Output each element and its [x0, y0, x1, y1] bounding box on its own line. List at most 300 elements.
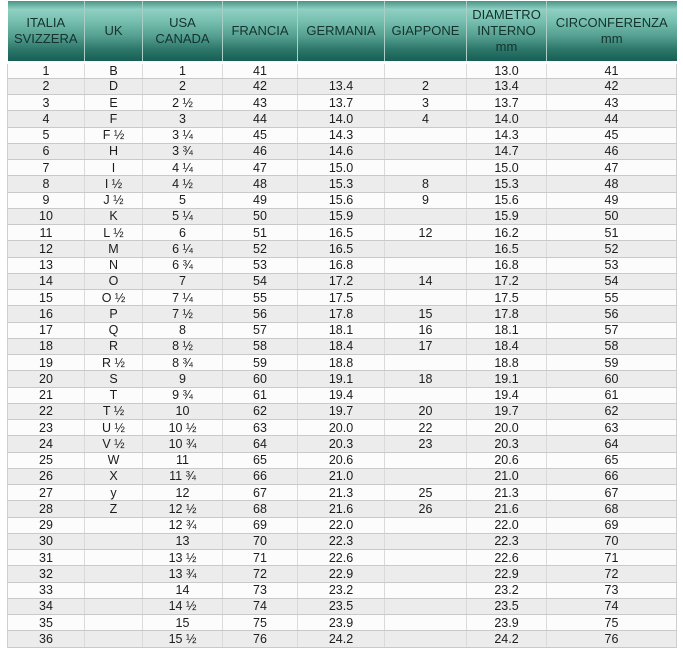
- cell-germania: 21.0: [298, 468, 385, 484]
- cell-italia-svizzera: 16: [8, 306, 85, 322]
- table-row: [8, 420, 677, 436]
- cell-diametro-interno-mm: 14.3: [467, 127, 547, 143]
- cell-diametro-interno-mm: 20.3: [467, 436, 547, 452]
- cell-usa-canada: 8 ½: [143, 338, 223, 354]
- cell-usa-canada: 9: [143, 371, 223, 387]
- cell-germania: 13.4: [298, 78, 385, 94]
- cell-italia-svizzera: 29: [8, 517, 85, 533]
- cell-giappone: [385, 241, 467, 257]
- header-cell-giappone: [385, 1, 467, 62]
- cell-germania: 13.7: [298, 95, 385, 111]
- cell-usa-canada: 6 ¼: [143, 241, 223, 257]
- cell-usa-canada: 15 ½: [143, 631, 223, 647]
- cell-circonferenza-mm: 76: [547, 631, 677, 647]
- cell-diametro-interno-mm: 20.6: [467, 452, 547, 468]
- header-row: [8, 1, 677, 62]
- cell-germania: 22.6: [298, 550, 385, 566]
- cell-uk: W: [85, 452, 143, 468]
- table-row: [8, 403, 677, 419]
- cell-giappone: [385, 631, 467, 647]
- cell-circonferenza-mm: 73: [547, 582, 677, 598]
- header-cell-circonferenza-mm: [547, 1, 677, 62]
- cell-circonferenza-mm: 44: [547, 111, 677, 127]
- table-row: [8, 631, 677, 647]
- table-row: [8, 533, 677, 549]
- cell-usa-canada: 15: [143, 615, 223, 631]
- cell-francia: 65: [223, 452, 298, 468]
- cell-germania: 19.4: [298, 387, 385, 403]
- cell-usa-canada: 10 ¾: [143, 436, 223, 452]
- cell-circonferenza-mm: 66: [547, 468, 677, 484]
- cell-italia-svizzera: 5: [8, 127, 85, 143]
- cell-francia: 64: [223, 436, 298, 452]
- cell-francia: 61: [223, 387, 298, 403]
- cell-circonferenza-mm: 55: [547, 290, 677, 306]
- table-row: [8, 225, 677, 241]
- table-row: [8, 273, 677, 289]
- cell-diametro-interno-mm: 17.5: [467, 290, 547, 306]
- table-row: [8, 322, 677, 338]
- cell-circonferenza-mm: 62: [547, 403, 677, 419]
- cell-italia-svizzera: 14: [8, 273, 85, 289]
- cell-uk: [85, 631, 143, 647]
- cell-francia: 71: [223, 550, 298, 566]
- header-label-line: DIAMETRO: [472, 6, 541, 22]
- cell-diametro-interno-mm: 17.2: [467, 273, 547, 289]
- cell-italia-svizzera: 32: [8, 566, 85, 582]
- cell-giappone: 26: [385, 501, 467, 517]
- cell-francia: 44: [223, 111, 298, 127]
- cell-diametro-interno-mm: 20.0: [467, 420, 547, 436]
- table-row: [8, 468, 677, 484]
- table-row: [8, 485, 677, 501]
- cell-giappone: 17: [385, 338, 467, 354]
- table-row: [8, 62, 677, 78]
- header-label-line: CANADA: [155, 30, 210, 46]
- cell-circonferenza-mm: 58: [547, 338, 677, 354]
- cell-usa-canada: 8 ¾: [143, 355, 223, 371]
- cell-diametro-interno-mm: 19.4: [467, 387, 547, 403]
- cell-germania: 19.1: [298, 371, 385, 387]
- cell-germania: 20.0: [298, 420, 385, 436]
- cell-italia-svizzera: 36: [8, 631, 85, 647]
- cell-circonferenza-mm: 51: [547, 225, 677, 241]
- table-row: [8, 436, 677, 452]
- cell-usa-canada: 11: [143, 452, 223, 468]
- cell-germania: 20.3: [298, 436, 385, 452]
- cell-francia: 41: [223, 62, 298, 78]
- table-row: [8, 582, 677, 598]
- cell-francia: 46: [223, 143, 298, 159]
- cell-diametro-interno-mm: 19.7: [467, 403, 547, 419]
- cell-francia: 72: [223, 566, 298, 582]
- cell-italia-svizzera: 26: [8, 468, 85, 484]
- cell-italia-svizzera: 6: [8, 143, 85, 159]
- cell-francia: 43: [223, 95, 298, 111]
- header-label-line: ITALIA: [26, 14, 66, 30]
- cell-germania: 18.8: [298, 355, 385, 371]
- cell-francia: 52: [223, 241, 298, 257]
- cell-giappone: 14: [385, 273, 467, 289]
- table-row: [8, 371, 677, 387]
- cell-circonferenza-mm: 50: [547, 208, 677, 224]
- header-label-line: USA: [169, 14, 196, 30]
- cell-francia: 55: [223, 290, 298, 306]
- cell-uk: H: [85, 143, 143, 159]
- cell-usa-canada: 3 ¼: [143, 127, 223, 143]
- cell-circonferenza-mm: 71: [547, 550, 677, 566]
- cell-diametro-interno-mm: 15.0: [467, 160, 547, 176]
- cell-circonferenza-mm: 41: [547, 62, 677, 78]
- cell-uk: I ½: [85, 176, 143, 192]
- cell-usa-canada: 12 ¾: [143, 517, 223, 533]
- table-row: [8, 566, 677, 582]
- cell-circonferenza-mm: 68: [547, 501, 677, 517]
- table-body: [8, 62, 677, 647]
- cell-uk: B: [85, 62, 143, 78]
- header-label-line: mm: [495, 38, 518, 54]
- cell-circonferenza-mm: 69: [547, 517, 677, 533]
- cell-germania: 23.2: [298, 582, 385, 598]
- cell-diametro-interno-mm: 22.3: [467, 533, 547, 549]
- cell-usa-canada: 10: [143, 403, 223, 419]
- cell-germania: 14.6: [298, 143, 385, 159]
- cell-italia-svizzera: 22: [8, 403, 85, 419]
- header-cell-italia-svizzera: [8, 1, 85, 62]
- cell-uk: Z: [85, 501, 143, 517]
- cell-francia: 62: [223, 403, 298, 419]
- cell-uk: S: [85, 371, 143, 387]
- header-label-line: SVIZZERA: [13, 30, 78, 46]
- cell-diametro-interno-mm: 13.0: [467, 62, 547, 78]
- cell-italia-svizzera: 8: [8, 176, 85, 192]
- cell-usa-canada: 13: [143, 533, 223, 549]
- cell-uk: K: [85, 208, 143, 224]
- table-row: [8, 257, 677, 273]
- cell-uk: P: [85, 306, 143, 322]
- cell-francia: 45: [223, 127, 298, 143]
- cell-circonferenza-mm: 45: [547, 127, 677, 143]
- cell-uk: M: [85, 241, 143, 257]
- cell-italia-svizzera: 21: [8, 387, 85, 403]
- cell-giappone: 22: [385, 420, 467, 436]
- table-row: [8, 501, 677, 517]
- cell-circonferenza-mm: 52: [547, 241, 677, 257]
- cell-italia-svizzera: 3: [8, 95, 85, 111]
- header-label-line: UK: [104, 22, 123, 38]
- cell-germania: 15.0: [298, 160, 385, 176]
- cell-giappone: 16: [385, 322, 467, 338]
- header-cell-diametro-interno-mm: [467, 1, 547, 62]
- cell-giappone: 25: [385, 485, 467, 501]
- cell-giappone: [385, 468, 467, 484]
- header-label-line: GERMANIA: [306, 22, 376, 38]
- cell-francia: 58: [223, 338, 298, 354]
- cell-germania: 15.3: [298, 176, 385, 192]
- cell-italia-svizzera: 19: [8, 355, 85, 371]
- table-row: [8, 355, 677, 371]
- cell-uk: R ½: [85, 355, 143, 371]
- cell-diametro-interno-mm: 18.4: [467, 338, 547, 354]
- cell-giappone: 20: [385, 403, 467, 419]
- cell-uk: I: [85, 160, 143, 176]
- cell-diametro-interno-mm: 23.5: [467, 598, 547, 614]
- cell-italia-svizzera: 34: [8, 598, 85, 614]
- cell-giappone: [385, 598, 467, 614]
- cell-germania: 21.3: [298, 485, 385, 501]
- cell-circonferenza-mm: 49: [547, 192, 677, 208]
- cell-germania: 23.5: [298, 598, 385, 614]
- table-row: [8, 290, 677, 306]
- header-label-line: INTERNO: [477, 22, 536, 38]
- cell-uk: V ½: [85, 436, 143, 452]
- cell-francia: 70: [223, 533, 298, 549]
- cell-germania: 16.8: [298, 257, 385, 273]
- cell-francia: 69: [223, 517, 298, 533]
- cell-giappone: [385, 566, 467, 582]
- cell-germania: 17.5: [298, 290, 385, 306]
- table-row: [8, 127, 677, 143]
- cell-francia: 48: [223, 176, 298, 192]
- cell-diametro-interno-mm: 16.5: [467, 241, 547, 257]
- cell-circonferenza-mm: 43: [547, 95, 677, 111]
- cell-circonferenza-mm: 54: [547, 273, 677, 289]
- cell-italia-svizzera: 30: [8, 533, 85, 549]
- table-row: [8, 78, 677, 94]
- cell-circonferenza-mm: 67: [547, 485, 677, 501]
- cell-giappone: [385, 160, 467, 176]
- cell-francia: 57: [223, 322, 298, 338]
- cell-circonferenza-mm: 64: [547, 436, 677, 452]
- cell-uk: [85, 517, 143, 533]
- cell-usa-canada: 7: [143, 273, 223, 289]
- cell-germania: 17.8: [298, 306, 385, 322]
- cell-francia: 67: [223, 485, 298, 501]
- cell-germania: 15.9: [298, 208, 385, 224]
- cell-italia-svizzera: 2: [8, 78, 85, 94]
- cell-diametro-interno-mm: 22.0: [467, 517, 547, 533]
- cell-giappone: [385, 517, 467, 533]
- cell-giappone: 15: [385, 306, 467, 322]
- cell-italia-svizzera: 1: [8, 62, 85, 78]
- cell-diametro-interno-mm: 22.6: [467, 550, 547, 566]
- cell-circonferenza-mm: 72: [547, 566, 677, 582]
- cell-usa-canada: 4 ½: [143, 176, 223, 192]
- cell-diametro-interno-mm: 16.2: [467, 225, 547, 241]
- cell-germania: 22.0: [298, 517, 385, 533]
- cell-usa-canada: 14 ½: [143, 598, 223, 614]
- cell-usa-canada: 12 ½: [143, 501, 223, 517]
- cell-uk: O: [85, 273, 143, 289]
- cell-giappone: [385, 387, 467, 403]
- cell-germania: 20.6: [298, 452, 385, 468]
- cell-uk: E: [85, 95, 143, 111]
- cell-italia-svizzera: 9: [8, 192, 85, 208]
- cell-uk: L ½: [85, 225, 143, 241]
- cell-giappone: [385, 550, 467, 566]
- cell-italia-svizzera: 24: [8, 436, 85, 452]
- cell-usa-canada: 14: [143, 582, 223, 598]
- cell-germania: 15.6: [298, 192, 385, 208]
- cell-giappone: [385, 208, 467, 224]
- cell-usa-canada: 1: [143, 62, 223, 78]
- cell-giappone: 9: [385, 192, 467, 208]
- cell-giappone: [385, 143, 467, 159]
- cell-italia-svizzera: 33: [8, 582, 85, 598]
- cell-francia: 66: [223, 468, 298, 484]
- header-cell-uk: [85, 1, 143, 62]
- cell-giappone: [385, 290, 467, 306]
- cell-giappone: [385, 615, 467, 631]
- cell-germania: 14.3: [298, 127, 385, 143]
- cell-diametro-interno-mm: 24.2: [467, 631, 547, 647]
- cell-giappone: [385, 355, 467, 371]
- cell-uk: y: [85, 485, 143, 501]
- cell-francia: 50: [223, 208, 298, 224]
- cell-usa-canada: 9 ¾: [143, 387, 223, 403]
- cell-circonferenza-mm: 57: [547, 322, 677, 338]
- cell-diametro-interno-mm: 15.3: [467, 176, 547, 192]
- cell-italia-svizzera: 35: [8, 615, 85, 631]
- table-row: [8, 387, 677, 403]
- cell-giappone: [385, 127, 467, 143]
- cell-uk: N: [85, 257, 143, 273]
- cell-germania: 21.6: [298, 501, 385, 517]
- cell-usa-canada: 5: [143, 192, 223, 208]
- cell-germania: 22.3: [298, 533, 385, 549]
- cell-uk: J ½: [85, 192, 143, 208]
- cell-uk: R: [85, 338, 143, 354]
- cell-italia-svizzera: 23: [8, 420, 85, 436]
- cell-giappone: [385, 62, 467, 78]
- cell-uk: F: [85, 111, 143, 127]
- cell-italia-svizzera: 31: [8, 550, 85, 566]
- cell-italia-svizzera: 11: [8, 225, 85, 241]
- conversion-table: [7, 1, 677, 648]
- cell-francia: 56: [223, 306, 298, 322]
- cell-usa-canada: 5 ¼: [143, 208, 223, 224]
- cell-francia: 68: [223, 501, 298, 517]
- cell-diametro-interno-mm: 22.9: [467, 566, 547, 582]
- cell-diametro-interno-mm: 16.8: [467, 257, 547, 273]
- cell-circonferenza-mm: 42: [547, 78, 677, 94]
- table-header: [8, 1, 677, 62]
- cell-usa-canada: 3 ¾: [143, 143, 223, 159]
- cell-germania: 24.2: [298, 631, 385, 647]
- cell-usa-canada: 10 ½: [143, 420, 223, 436]
- cell-italia-svizzera: 15: [8, 290, 85, 306]
- table-row: [8, 208, 677, 224]
- cell-italia-svizzera: 28: [8, 501, 85, 517]
- cell-circonferenza-mm: 47: [547, 160, 677, 176]
- cell-diametro-interno-mm: 18.1: [467, 322, 547, 338]
- cell-giappone: 12: [385, 225, 467, 241]
- cell-francia: 47: [223, 160, 298, 176]
- cell-francia: 74: [223, 598, 298, 614]
- cell-uk: [85, 533, 143, 549]
- ring-size-conversion-table: [7, 1, 676, 648]
- table-row: [8, 452, 677, 468]
- table-row: [8, 550, 677, 566]
- header-label-line: CIRCONFERENZA: [555, 14, 668, 30]
- cell-giappone: [385, 533, 467, 549]
- cell-circonferenza-mm: 61: [547, 387, 677, 403]
- header-label-line: GIAPPONE: [391, 22, 460, 38]
- cell-circonferenza-mm: 65: [547, 452, 677, 468]
- cell-italia-svizzera: 7: [8, 160, 85, 176]
- table-row: [8, 111, 677, 127]
- cell-italia-svizzera: 12: [8, 241, 85, 257]
- cell-germania: 22.9: [298, 566, 385, 582]
- cell-circonferenza-mm: 70: [547, 533, 677, 549]
- cell-uk: X: [85, 468, 143, 484]
- cell-italia-svizzera: 10: [8, 208, 85, 224]
- cell-germania: 14.0: [298, 111, 385, 127]
- cell-diametro-interno-mm: 18.8: [467, 355, 547, 371]
- table-row: [8, 192, 677, 208]
- cell-francia: 53: [223, 257, 298, 273]
- cell-giappone: 2: [385, 78, 467, 94]
- cell-usa-canada: 2: [143, 78, 223, 94]
- cell-francia: 76: [223, 631, 298, 647]
- cell-usa-canada: 11 ¾: [143, 468, 223, 484]
- header-label-line: mm: [600, 30, 623, 46]
- cell-circonferenza-mm: 56: [547, 306, 677, 322]
- cell-italia-svizzera: 17: [8, 322, 85, 338]
- header-cell-germania: [298, 1, 385, 62]
- cell-germania: 16.5: [298, 241, 385, 257]
- header-cell-usa-canada: [143, 1, 223, 62]
- table-row: [8, 241, 677, 257]
- cell-uk: T ½: [85, 403, 143, 419]
- cell-diametro-interno-mm: 21.0: [467, 468, 547, 484]
- cell-giappone: 23: [385, 436, 467, 452]
- cell-usa-canada: 3: [143, 111, 223, 127]
- cell-uk: Q: [85, 322, 143, 338]
- cell-uk: [85, 550, 143, 566]
- cell-diametro-interno-mm: 14.0: [467, 111, 547, 127]
- cell-italia-svizzera: 25: [8, 452, 85, 468]
- cell-diametro-interno-mm: 19.1: [467, 371, 547, 387]
- cell-francia: 75: [223, 615, 298, 631]
- cell-germania: 19.7: [298, 403, 385, 419]
- cell-uk: [85, 615, 143, 631]
- cell-francia: 54: [223, 273, 298, 289]
- table-row: [8, 517, 677, 533]
- cell-francia: 49: [223, 192, 298, 208]
- cell-diametro-interno-mm: 21.3: [467, 485, 547, 501]
- cell-germania: 16.5: [298, 225, 385, 241]
- cell-francia: 42: [223, 78, 298, 94]
- cell-germania: 18.1: [298, 322, 385, 338]
- cell-uk: O ½: [85, 290, 143, 306]
- table-row: [8, 160, 677, 176]
- cell-diametro-interno-mm: 13.4: [467, 78, 547, 94]
- cell-uk: [85, 598, 143, 614]
- table-row: [8, 598, 677, 614]
- cell-uk: [85, 566, 143, 582]
- cell-germania: [298, 62, 385, 78]
- cell-diametro-interno-mm: 21.6: [467, 501, 547, 517]
- cell-diametro-interno-mm: 14.7: [467, 143, 547, 159]
- cell-diametro-interno-mm: 17.8: [467, 306, 547, 322]
- cell-circonferenza-mm: 75: [547, 615, 677, 631]
- cell-uk: F ½: [85, 127, 143, 143]
- cell-usa-canada: 7 ¼: [143, 290, 223, 306]
- cell-usa-canada: 2 ½: [143, 95, 223, 111]
- cell-germania: 23.9: [298, 615, 385, 631]
- cell-usa-canada: 6 ¾: [143, 257, 223, 273]
